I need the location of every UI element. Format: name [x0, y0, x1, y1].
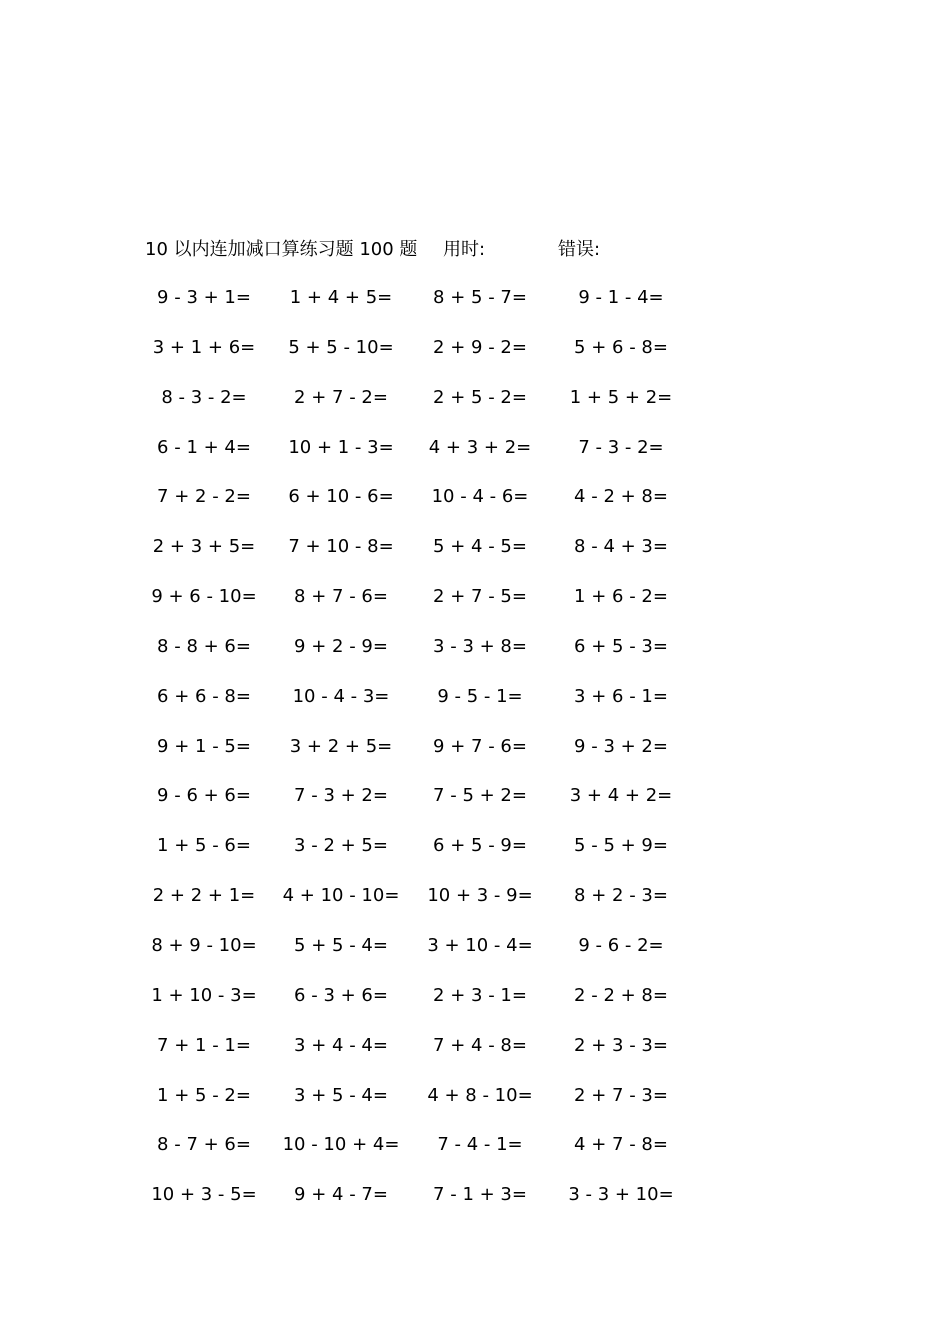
problem-cell: 3 - 3 + 8=	[433, 635, 527, 657]
problem-cell: 2 + 9 - 2=	[433, 336, 527, 358]
problem-cell: 7 - 4 - 1=	[437, 1134, 523, 1156]
problem-cell: 7 + 1 - 1=	[157, 1034, 251, 1056]
problem-cell: 9 + 6 - 10=	[151, 586, 257, 608]
problem-cell: 7 - 3 + 2=	[294, 785, 388, 807]
problem-cell: 10 + 3 - 5=	[151, 1184, 257, 1206]
problem-cell: 2 + 2 + 1=	[152, 885, 256, 907]
problem-cell: 6 + 10 - 6=	[288, 486, 394, 508]
problem-row	[0, 882, 950, 932]
problem-cell: 7 + 10 - 8=	[288, 536, 394, 558]
problem-cell: 1 + 4 + 5=	[289, 287, 393, 308]
problem-cell: 4 + 8 - 10=	[427, 1084, 533, 1106]
problem-cell: 1 + 6 - 2=	[574, 586, 668, 608]
problem-cell: 3 - 3 + 10=	[568, 1184, 674, 1206]
problem-row	[0, 633, 950, 683]
problem-cell: 5 + 6 - 8=	[574, 336, 668, 358]
problem-cell: 5 - 5 + 9=	[574, 835, 668, 857]
problem-cell: 3 + 2 + 5=	[289, 735, 393, 757]
problem-cell: 3 + 10 - 4=	[427, 934, 533, 956]
problem-cell: 2 + 7 - 5=	[433, 586, 527, 608]
problem-cell: 8 + 9 - 10=	[151, 934, 257, 956]
problem-cell: 3 + 5 - 4=	[294, 1084, 388, 1106]
time-label: 用时:	[443, 239, 486, 260]
problem-cell: 2 + 3 - 3=	[574, 1034, 668, 1056]
problem-row	[0, 1181, 950, 1231]
problem-cell: 4 + 7 - 8=	[574, 1134, 668, 1156]
problem-cell: 8 - 8 + 6=	[157, 635, 251, 657]
problem-row	[0, 583, 950, 633]
problem-cell: 3 + 1 + 6=	[152, 336, 256, 358]
problem-cell: 5 + 5 - 10=	[288, 336, 394, 358]
problem-cell: 2 + 7 - 3=	[574, 1084, 668, 1106]
problem-cell: 10 + 1 - 3=	[288, 436, 394, 458]
problem-cell: 8 + 5 - 7=	[433, 287, 527, 308]
problem-cell: 8 + 7 - 6=	[294, 586, 388, 608]
problem-cell: 7 - 1 + 3=	[433, 1184, 527, 1206]
problem-cell: 7 - 3 - 2=	[578, 436, 664, 458]
problem-cell: 7 + 4 - 8=	[433, 1034, 527, 1056]
problem-cell: 2 + 7 - 2=	[294, 386, 388, 408]
problem-cell: 8 - 3 - 2=	[161, 386, 247, 408]
problem-row	[0, 434, 950, 484]
problem-row	[0, 782, 950, 832]
problem-cell: 6 + 5 - 9=	[433, 835, 527, 857]
problem-cell: 8 - 4 + 3=	[574, 536, 668, 558]
problem-cell: 1 + 10 - 3=	[151, 984, 257, 1006]
problem-cell: 9 + 2 - 9=	[294, 635, 388, 657]
problem-row	[0, 832, 950, 882]
problem-cell: 1 + 5 - 2=	[157, 1084, 251, 1106]
problem-cell: 7 - 5 + 2=	[433, 785, 527, 807]
problem-row	[0, 1131, 950, 1181]
problem-cell: 6 - 1 + 4=	[157, 436, 251, 458]
problem-cell: 9 + 7 - 6=	[433, 735, 527, 757]
problem-cell: 10 - 10 + 4=	[282, 1134, 400, 1156]
problem-row	[0, 384, 950, 434]
problem-cell: 3 - 2 + 5=	[294, 835, 388, 857]
problem-cell: 6 - 3 + 6=	[294, 984, 388, 1006]
problem-cell: 2 - 2 + 8=	[574, 984, 668, 1006]
problem-cell: 10 - 4 - 6=	[431, 486, 529, 508]
problem-cell: 5 + 5 - 4=	[294, 934, 388, 956]
problem-row	[0, 1082, 950, 1132]
problem-cell: 3 + 6 - 1=	[574, 685, 668, 707]
problem-cell: 4 - 2 + 8=	[574, 486, 668, 508]
problem-row	[0, 1032, 950, 1082]
problem-cell: 8 + 2 - 3=	[574, 885, 668, 907]
problem-row	[0, 733, 950, 783]
problem-row	[0, 483, 950, 533]
problem-cell: 2 + 3 + 5=	[152, 536, 256, 558]
problem-cell: 9 - 1 - 4=	[578, 287, 664, 308]
problem-row	[0, 533, 950, 583]
problem-cell: 1 + 5 + 2=	[569, 386, 673, 408]
problem-cell: 3 + 4 + 2=	[569, 785, 673, 807]
problem-cell: 4 + 3 + 2=	[428, 436, 532, 458]
problem-cell: 9 - 6 - 2=	[578, 934, 664, 956]
worksheet-title: 10 以内连加减口算练习题 100 题	[145, 239, 418, 260]
problem-cell: 3 + 4 - 4=	[294, 1034, 388, 1056]
problem-grid	[0, 284, 950, 1231]
problem-row	[0, 982, 950, 1032]
problem-cell: 10 - 4 - 3=	[292, 685, 390, 707]
problem-cell: 4 + 10 - 10=	[282, 885, 400, 907]
problem-cell: 8 - 7 + 6=	[157, 1134, 251, 1156]
problem-cell: 9 + 4 - 7=	[294, 1184, 388, 1206]
problem-cell: 7 + 2 - 2=	[157, 486, 251, 508]
problem-row	[0, 284, 950, 334]
problem-row	[0, 334, 950, 384]
problem-cell: 10 + 3 - 9=	[427, 885, 533, 907]
problem-cell: 2 + 3 - 1=	[433, 984, 527, 1006]
error-label: 错误:	[558, 239, 601, 260]
problem-row	[0, 932, 950, 982]
problem-cell: 1 + 5 - 6=	[157, 835, 251, 857]
problem-row	[0, 683, 950, 733]
problem-cell: 9 - 6 + 6=	[157, 785, 251, 807]
problem-cell: 6 + 6 - 8=	[157, 685, 251, 707]
problem-cell: 9 - 3 + 2=	[574, 735, 668, 757]
problem-cell: 2 + 5 - 2=	[433, 386, 527, 408]
problem-cell: 9 + 1 - 5=	[157, 735, 251, 757]
problem-cell: 5 + 4 - 5=	[433, 536, 527, 558]
problem-cell: 9 - 3 + 1=	[157, 287, 251, 308]
problem-cell: 9 - 5 - 1=	[437, 685, 523, 707]
problem-cell: 6 + 5 - 3=	[574, 635, 668, 657]
